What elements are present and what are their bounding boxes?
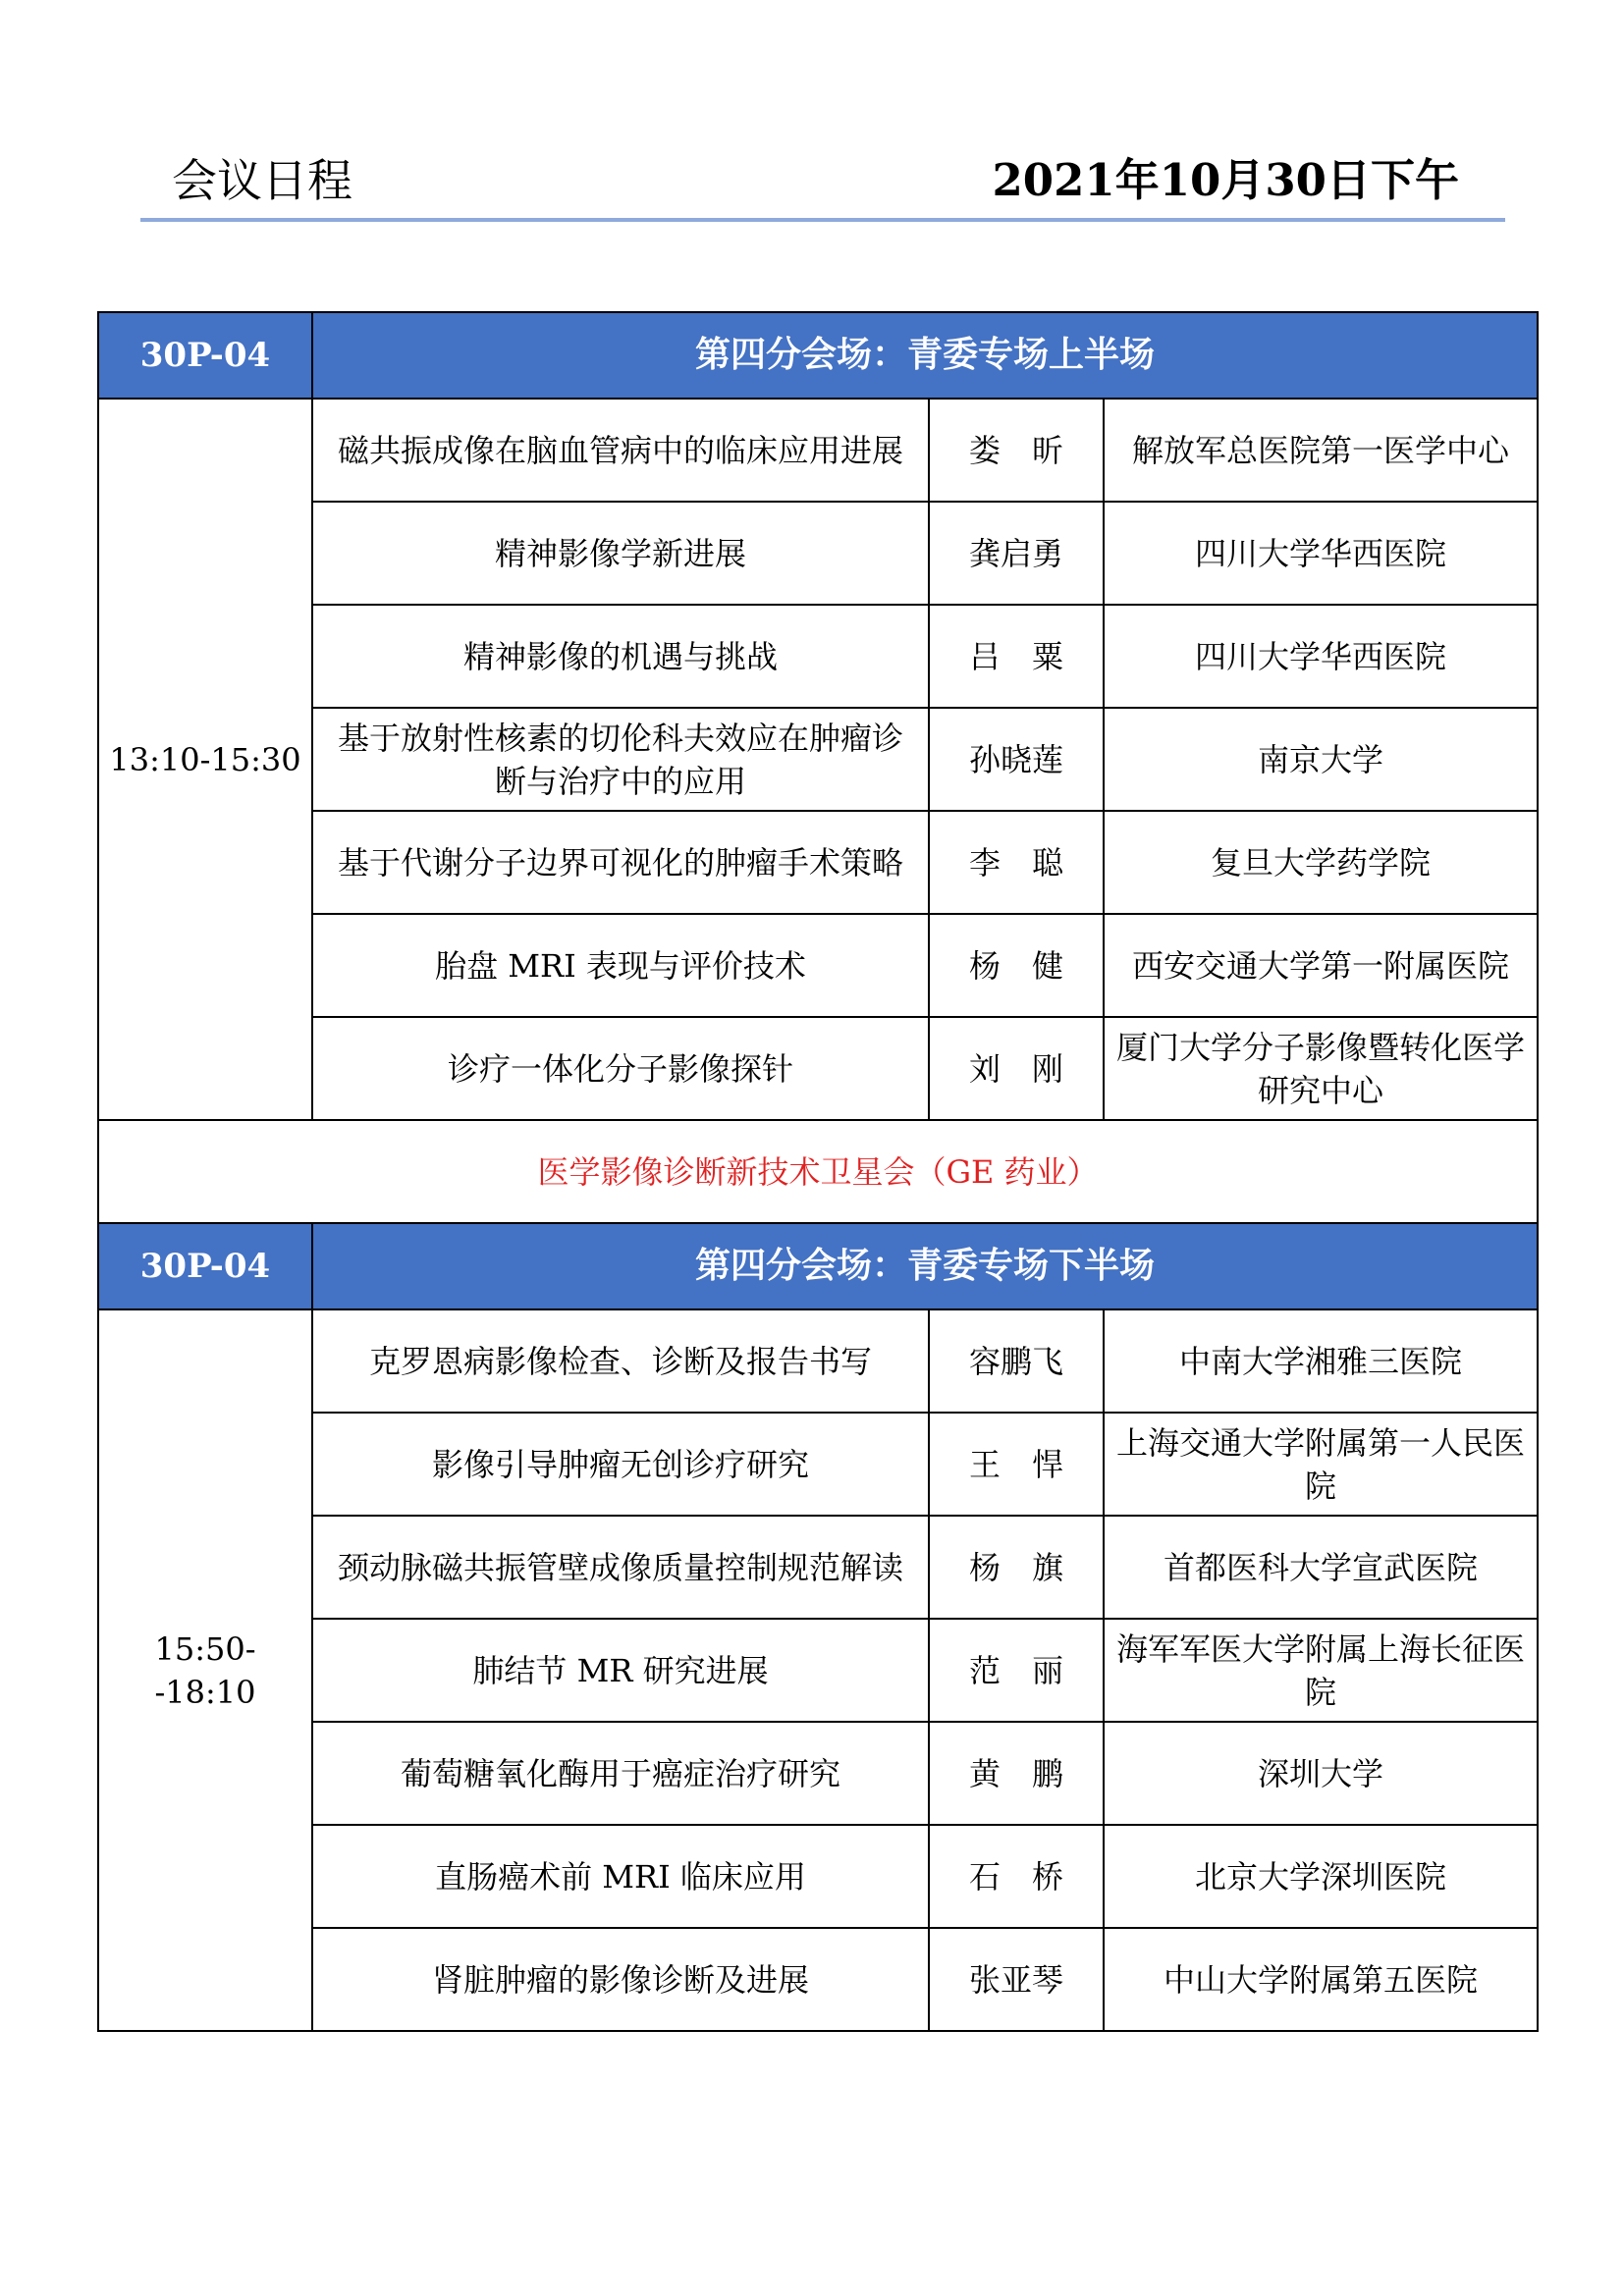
talk-topic: 基于代谢分子边界可视化的肿瘤手术策略 (312, 811, 929, 914)
talk-org: 厦门大学分子影像暨转化医学研究中心 (1104, 1017, 1538, 1120)
talk-speaker: 娄 昕 (929, 399, 1104, 502)
table-row (98, 1309, 1538, 1413)
talk-org: 复旦大学药学院 (1104, 811, 1538, 914)
talk-org: 深圳大学 (1104, 1722, 1538, 1825)
table-row (98, 914, 1538, 1017)
talk-topic: 颈动脉磁共振管壁成像质量控制规范解读 (312, 1516, 929, 1619)
schedule-date: 2021年10月30日下午 (992, 154, 1459, 206)
session-time: 13:10-15:30 (98, 399, 312, 1120)
talk-org: 海军军医大学附属上海长征医院 (1104, 1619, 1538, 1722)
table-row (98, 708, 1538, 811)
talk-speaker: 范 丽 (929, 1619, 1104, 1722)
talk-org: 南京大学 (1104, 708, 1538, 811)
session-code: 30P-04 (98, 1223, 312, 1309)
talk-speaker: 龚启勇 (929, 502, 1104, 605)
talk-speaker: 吕 粟 (929, 605, 1104, 708)
satellite-row (98, 1120, 1538, 1223)
session-title: 第四分会场：青委专场下半场 (312, 1223, 1538, 1309)
talk-topic: 克罗恩病影像检查、诊断及报告书写 (312, 1309, 929, 1413)
talk-speaker: 容鹏飞 (929, 1309, 1104, 1413)
session-header (98, 312, 1538, 399)
talk-speaker: 石 桥 (929, 1825, 1104, 1928)
table-row (98, 502, 1538, 605)
talk-topic: 精神影像的机遇与挑战 (312, 605, 929, 708)
page-title: 会议日程 (172, 154, 352, 207)
talk-org: 中山大学附属第五医院 (1104, 1928, 1538, 2031)
talk-org: 中南大学湘雅三医院 (1104, 1309, 1538, 1413)
talk-topic: 肾脏肿瘤的影像诊断及进展 (312, 1928, 929, 2031)
table-row (98, 1413, 1538, 1516)
talk-speaker: 刘 刚 (929, 1017, 1104, 1120)
talk-topic: 诊疗一体化分子影像探针 (312, 1017, 929, 1120)
header-divider (140, 218, 1505, 222)
talk-speaker: 李 聪 (929, 811, 1104, 914)
talk-org: 首都医科大学宣武医院 (1104, 1516, 1538, 1619)
talk-topic: 胎盘 MRI 表现与评价技术 (312, 914, 929, 1017)
talk-speaker: 黄 鹏 (929, 1722, 1104, 1825)
talk-org: 四川大学华西医院 (1104, 502, 1538, 605)
talk-org: 上海交通大学附属第一人民医院 (1104, 1413, 1538, 1516)
talk-speaker: 杨 旗 (929, 1516, 1104, 1619)
talk-topic: 肺结节 MR 研究进展 (312, 1619, 929, 1722)
satellite-session: 医学影像诊断新技术卫星会（GE 药业） (98, 1120, 1538, 1223)
table-row (98, 811, 1538, 914)
session-code: 30P-04 (98, 312, 312, 399)
table-row (98, 1928, 1538, 2031)
table-row (98, 1619, 1538, 1722)
talk-speaker: 王 悍 (929, 1413, 1104, 1516)
talk-topic: 直肠癌术前 MRI 临床应用 (312, 1825, 929, 1928)
session-title: 第四分会场：青委专场上半场 (312, 312, 1538, 399)
talk-topic: 精神影像学新进展 (312, 502, 929, 605)
table-row (98, 1722, 1538, 1825)
table-row (98, 605, 1538, 708)
talk-org: 四川大学华西医院 (1104, 605, 1538, 708)
talk-org: 解放军总医院第一医学中心 (1104, 399, 1538, 502)
schedule-table (97, 311, 1539, 2032)
talk-topic: 基于放射性核素的切伦科夫效应在肿瘤诊断与治疗中的应用 (312, 708, 929, 811)
talk-org: 北京大学深圳医院 (1104, 1825, 1538, 1928)
table-row (98, 1516, 1538, 1619)
session-time: 15:50--18:10 (98, 1309, 312, 2031)
talk-topic: 葡萄糖氧化酶用于癌症治疗研究 (312, 1722, 929, 1825)
talk-org: 西安交通大学第一附属医院 (1104, 914, 1538, 1017)
talk-speaker: 杨 健 (929, 914, 1104, 1017)
session-header (98, 1223, 1538, 1309)
talk-topic: 磁共振成像在脑血管病中的临床应用进展 (312, 399, 929, 502)
table-row (98, 1825, 1538, 1928)
talk-speaker: 张亚琴 (929, 1928, 1104, 2031)
table-row (98, 399, 1538, 502)
talk-speaker: 孙晓莲 (929, 708, 1104, 811)
talk-topic: 影像引导肿瘤无创诊疗研究 (312, 1413, 929, 1516)
table-row (98, 1017, 1538, 1120)
